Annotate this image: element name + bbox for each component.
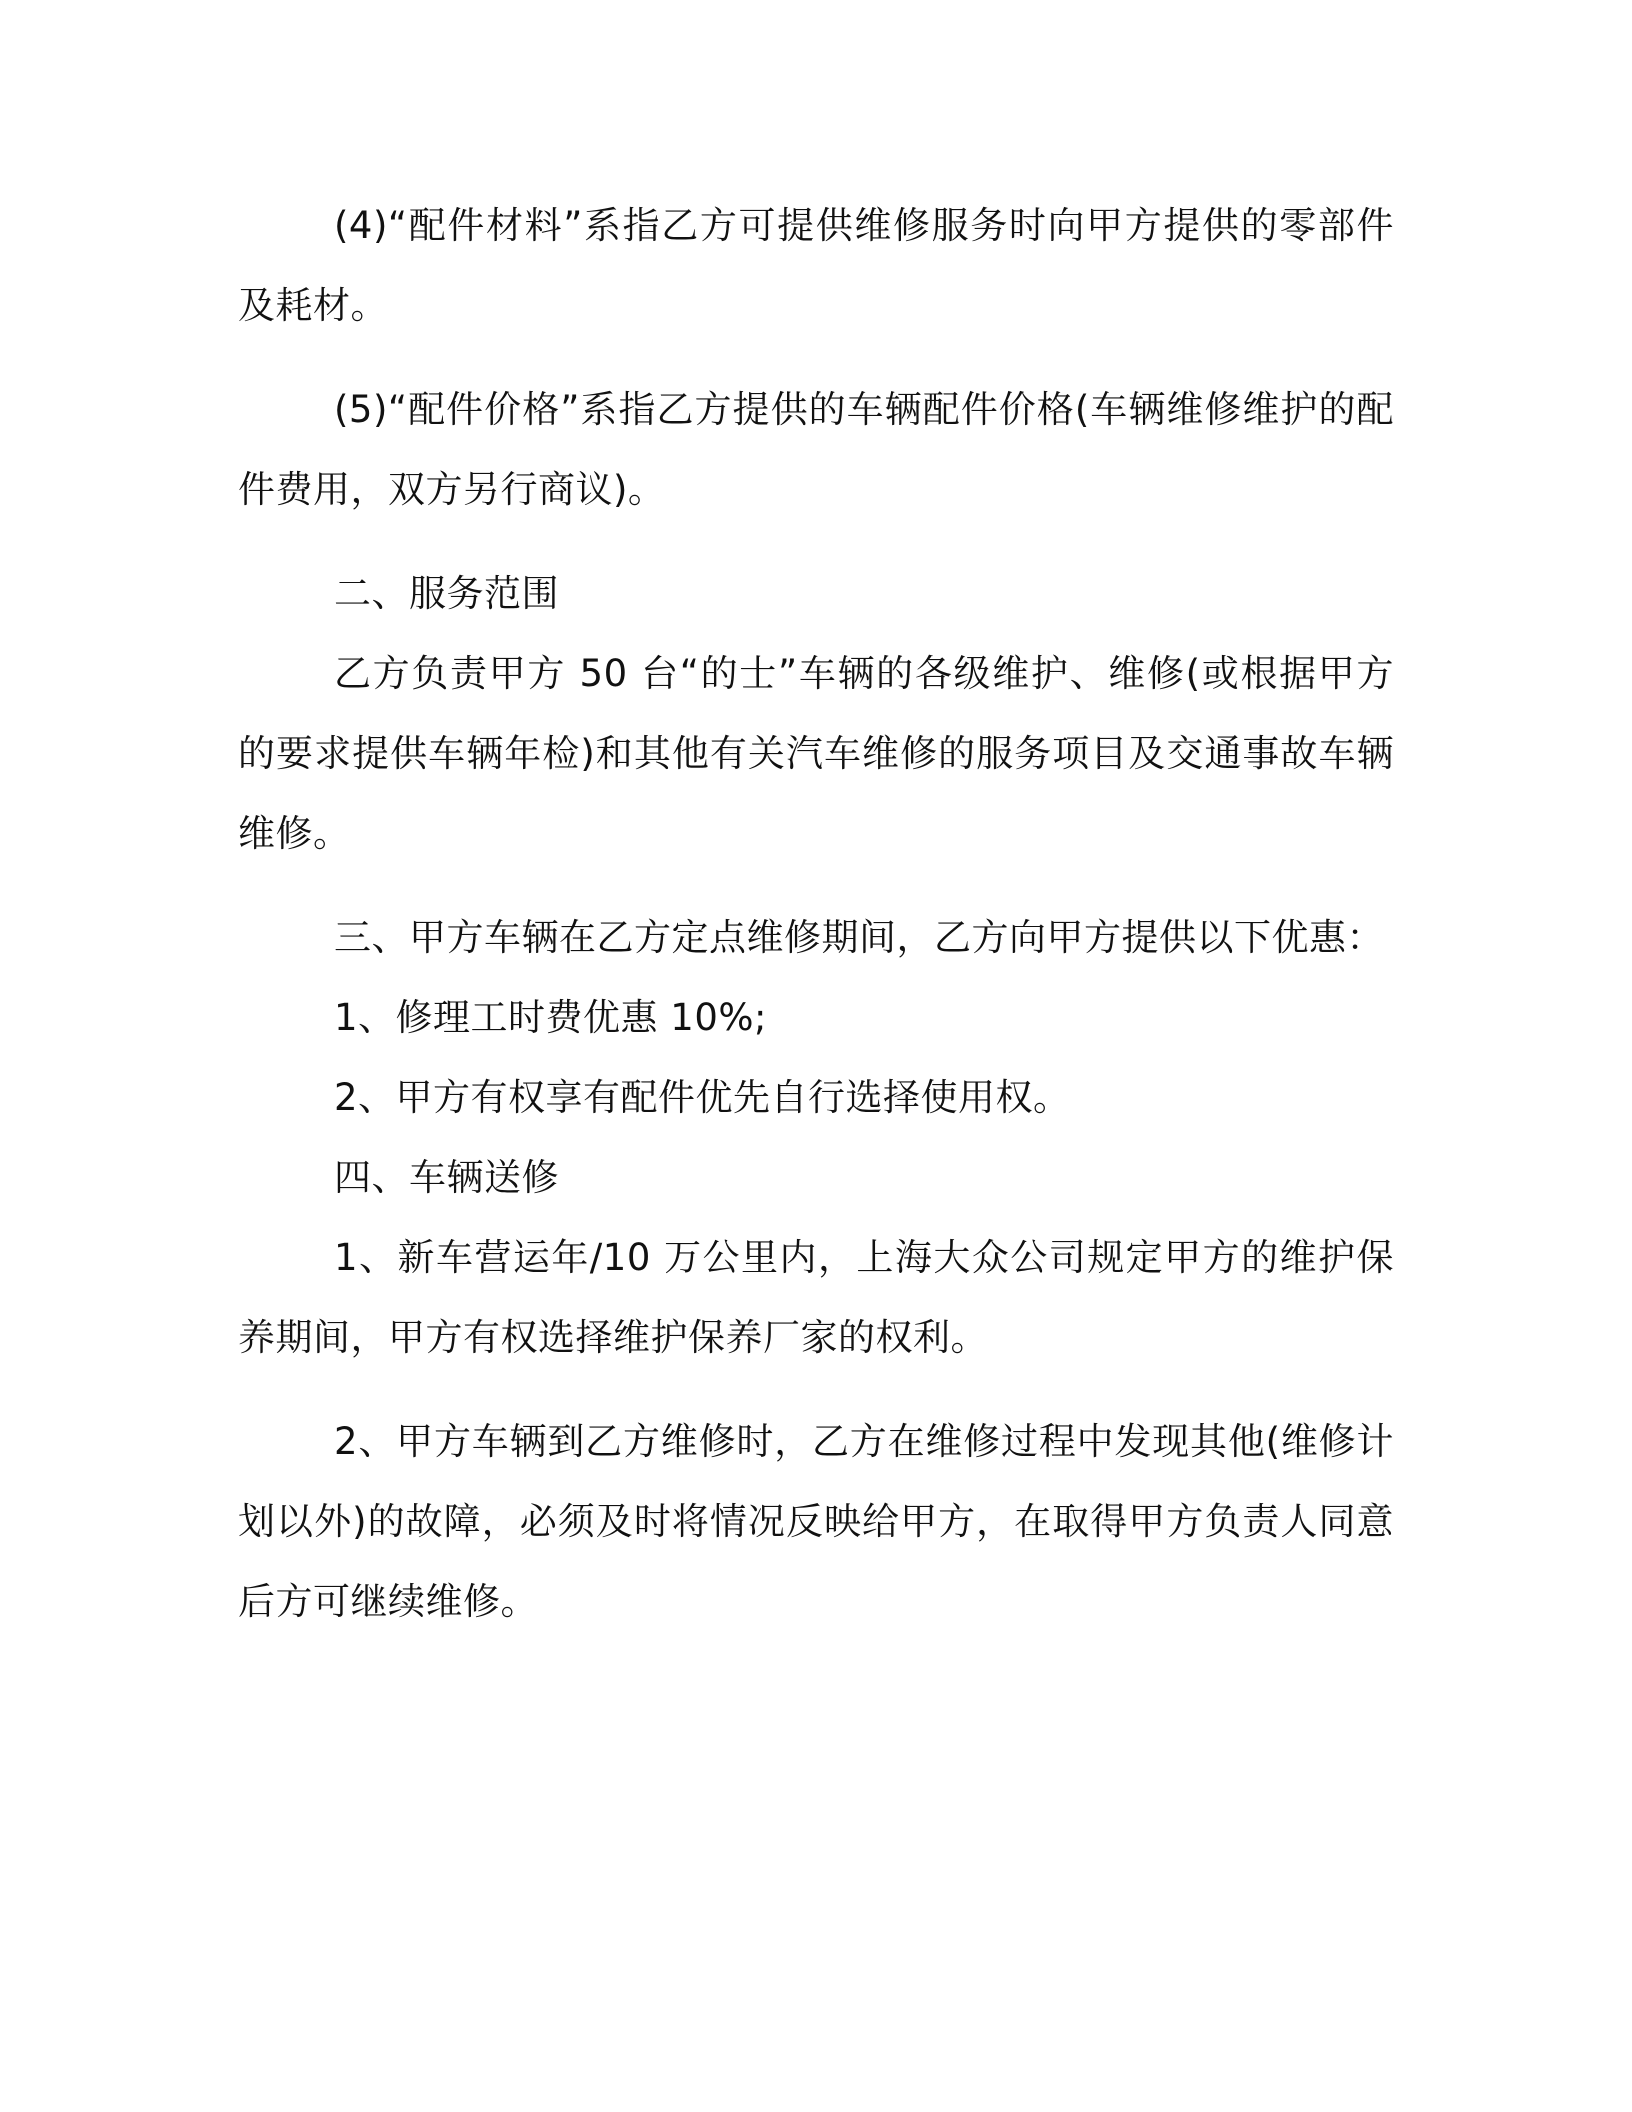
clause-5-parts-price: (5)“配件价格”系指乙方提供的车辆配件价格(车辆维修维护的配件费用，双方另行商议)。 bbox=[238, 388, 1394, 511]
section-3-heading: 三、甲方车辆在乙方定点维修期间，乙方向甲方提供以下优惠： bbox=[334, 916, 1384, 959]
section-2-body: 乙方负责甲方 50 台“的士”车辆的各级维护、维修(或根据甲方的要求提供车辆年检)和其他有关汽车维修的服务项目及交通事故车辆维修。 bbox=[238, 652, 1394, 855]
section-2-heading: 二、服务范围 bbox=[334, 572, 559, 615]
section-4-item-2: 2、甲方车辆到乙方维修时，乙方在维修过程中发现其他(维修计划以外)的故障，必须及时将情况反映给甲方，在取得甲方负责人同意后方可继续维修。 bbox=[238, 1420, 1394, 1623]
section-4-heading: 四、车辆送修 bbox=[334, 1156, 559, 1199]
section-3-item-2: 2、甲方有权享有配件优先自行选择使用权。 bbox=[334, 1076, 1071, 1119]
clause-4-parts-materials: (4)“配件材料”系指乙方可提供维修服务时向甲方提供的零部件及耗材。 bbox=[238, 204, 1394, 327]
section-3-item-1: 1、修理工时费优惠 10%; bbox=[334, 996, 768, 1039]
section-4-item-1: 1、新车营运年/10 万公里内，上海大众公司规定甲方的维护保养期间，甲方有权选择维护保养厂家的权利。 bbox=[238, 1236, 1394, 1359]
